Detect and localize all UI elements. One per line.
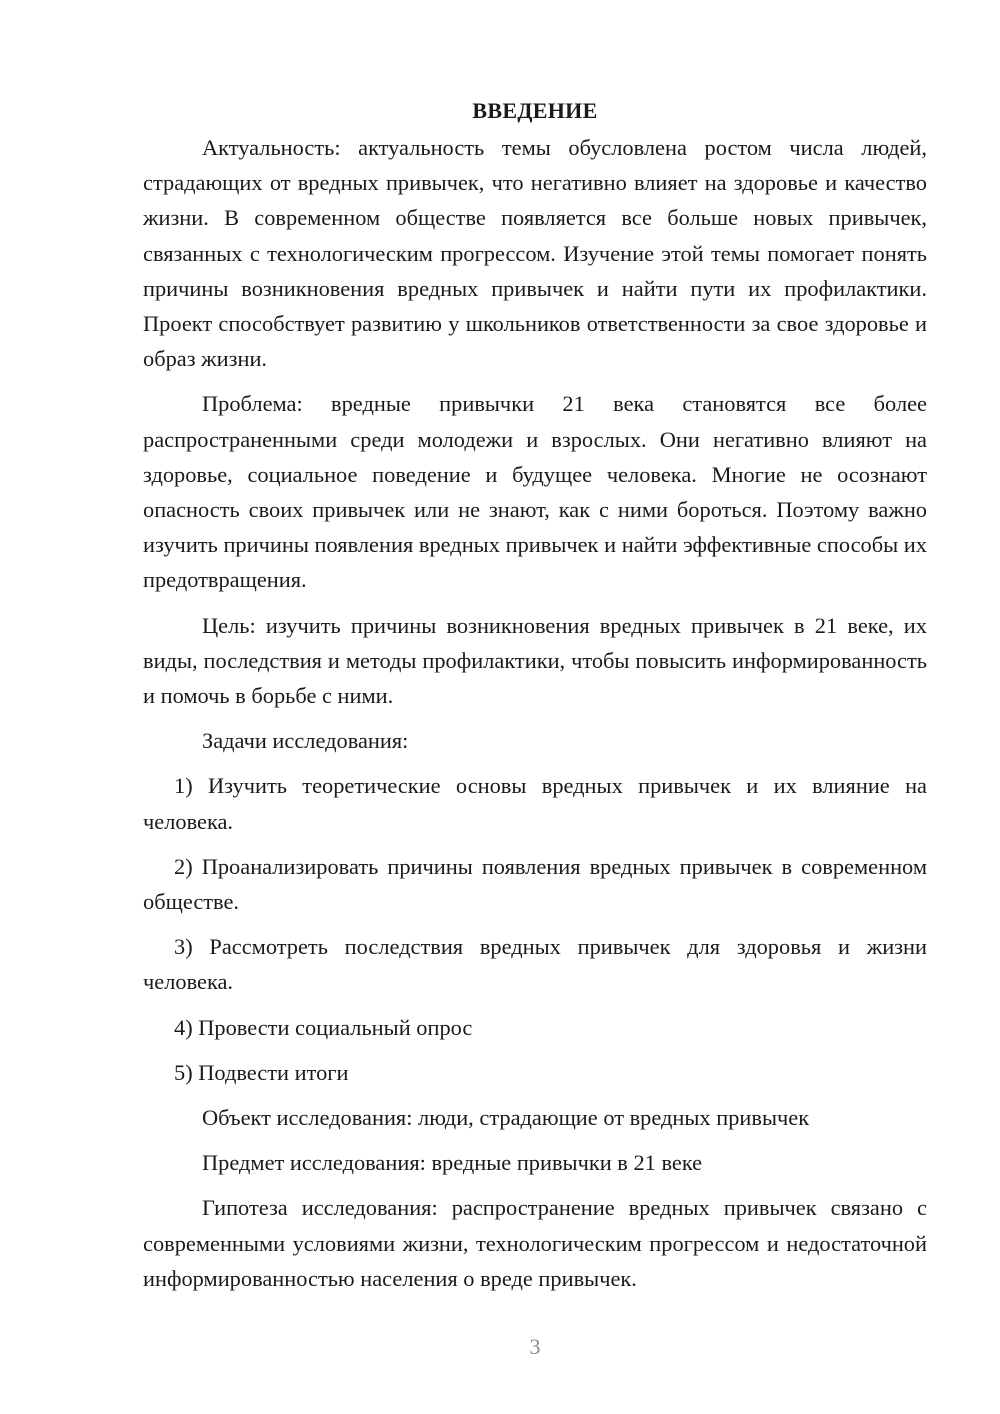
goal-paragraph: Цель: изучить причины возникновения вредных привычек в 21 веке, их виды, последствия и методы профилактики, чтобы повысить информированность и помочь в борьбе с ними. (143, 612, 927, 709)
problem-paragraph: Проблема: вредные привычки 21 века становятся все более распространенными среди молодежи и взрослых. Они негативно влияют на здоровье, социальное поведение и будущее человека. Многие не осознают опасность своих привычек или не знают, как с ними бороться. Поэтому важно изучить причины появления вредных привычек и найти эффективные способы их предотвращения. (143, 391, 927, 593)
task-item-1: 1) Изучить теоретические основы вредных привычек и их влияние на человека. (143, 773, 927, 834)
task-item-5: 5) Подвести итоги (174, 1059, 349, 1085)
page-number: 3 (529, 1334, 541, 1359)
document-page (143, 96, 927, 1296)
task-item-2: 2) Проанализировать причины появления вредных привычек в современном обществе. (143, 853, 927, 915)
task-item-4: 4) Провести социальный опрос (174, 1014, 473, 1040)
subject-paragraph: Предмет исследования: вредные привычки в 21 веке (202, 1150, 703, 1176)
task-item-3: 3) Рассмотреть последствия вредных привычек для здоровья и жизни человека. (143, 934, 927, 995)
relevance-paragraph: Актуальность: актуальность темы обусловлена ростом числа людей, страдающих от вредных привычек, что негативно влияет на здоровье и качество жизни. В современном обществе появляется все больше новых привычек, связанных с технологическим прогрессом. Изучение этой темы помогает понять причины возникновения вредных привычек и найти пути их профилактики. Проект способствует развитию у школьников ответственности за свое здоровье и образ жизни. (143, 135, 927, 372)
hypothesis-paragraph: Гипотеза исследования: распространение вредных привычек связано с современными условиями жизни, технологическим прогрессом и недостаточной информированностью населения о вреде привычек. (143, 1195, 927, 1291)
section-title: ВВЕДЕНИЕ (472, 98, 598, 123)
object-paragraph: Объект исследования: люди, страдающие от вредных привычек (202, 1105, 810, 1131)
tasks-heading: Задачи исследования: (202, 728, 409, 754)
